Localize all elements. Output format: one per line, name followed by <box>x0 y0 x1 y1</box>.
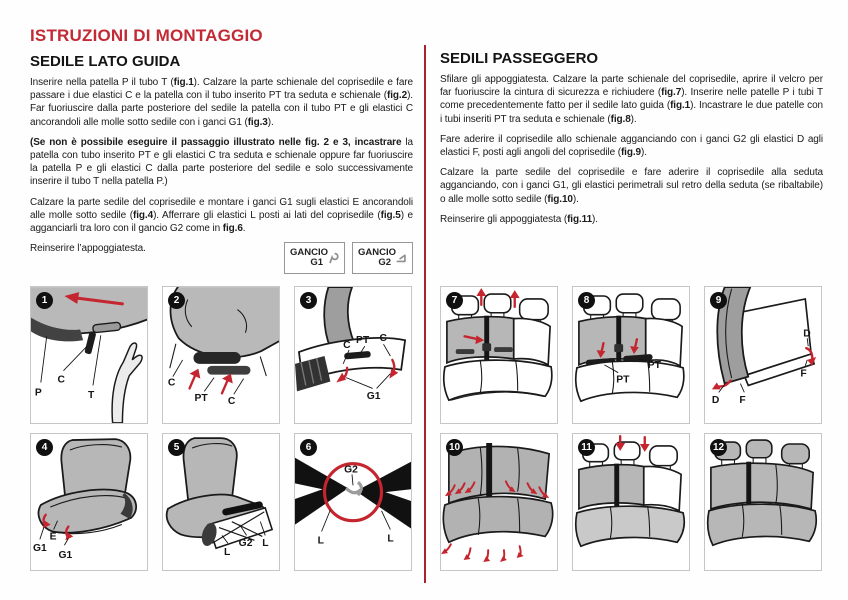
figure-label: G2 <box>238 538 253 550</box>
reinsert-row <box>30 242 413 274</box>
figure-panel-1 <box>30 286 148 424</box>
figure-label: G1 <box>366 391 381 403</box>
figure-panel-11 <box>572 433 690 571</box>
figure-number-badge: 5 <box>168 439 185 456</box>
figures-grid-left <box>30 286 412 571</box>
column-divider <box>424 45 426 583</box>
figure-label: L <box>223 547 231 559</box>
figure-number-badge: 8 <box>578 292 595 309</box>
figure-panel-12 <box>704 433 822 571</box>
figure-number-badge: 12 <box>710 439 727 456</box>
figure-label: P <box>34 387 42 399</box>
figure-label: PT <box>194 393 208 405</box>
figure-panel-2 <box>162 286 280 424</box>
hook-g1-icon <box>328 249 339 267</box>
left-section-heading: SEDILE LATO GUIDA <box>30 53 181 70</box>
figure-panel-3 <box>294 286 412 424</box>
hook-code: G2 <box>378 257 391 269</box>
instruction-paragraph: Sfilare gli appoggiatesta. Calzare la parte schienale del coprisedile, aprire il velcro per far fuoriuscire la cintura di sicurezza e richiudere (fig.7). Inserire nelle patelle P i tubi T come precedentemente fatto per il sedile lato guida (fig.1). Incastrare le due patelle con i tubi inseriti PT tra seduta e schienale (fig.8). <box>440 74 823 125</box>
right-column <box>440 50 823 233</box>
figure-label: PT <box>647 359 661 371</box>
figure-label: T <box>88 390 95 402</box>
page-title: ISTRUZIONI DI MONTAGGIO <box>30 26 263 45</box>
left-column <box>30 26 413 274</box>
figure-panel-5 <box>162 433 280 571</box>
right-section-heading: SEDILI PASSEGGERO <box>440 50 599 67</box>
hook-g2-icon <box>396 250 407 266</box>
figure-label: D <box>711 395 720 407</box>
figure-label: PT <box>616 374 630 386</box>
figures-grid-right <box>440 286 822 571</box>
figure-panel-6 <box>294 433 412 571</box>
figure-label: C <box>379 333 387 345</box>
figure-label: F <box>800 368 807 380</box>
figure-number-badge: 3 <box>300 292 317 309</box>
figure-label: G1 <box>58 550 73 562</box>
figure-panel-9 <box>704 286 822 424</box>
figure-label: G2 <box>344 464 358 476</box>
instruction-paragraph: Reinserire l’appoggiatesta. <box>30 243 146 255</box>
figure-label: L <box>387 533 394 545</box>
hook-legend <box>284 242 413 274</box>
hook-code: G1 <box>310 257 323 269</box>
figure-label: F <box>739 395 746 407</box>
figure-label: G1 <box>32 543 47 555</box>
figure-panel-8 <box>572 286 690 424</box>
instruction-paragraph: Fare aderire il coprisedile allo schienale agganciando con i ganci G2 gli elastici D agli elastici F, posti agli angoli del coprisedile (fig.9). <box>440 133 823 159</box>
figure-label: C <box>227 396 236 408</box>
instruction-paragraph: Calzare la parte sedile del coprisedile e montare i ganci G1 sugli elastici E ancorandoli alle molle sotto sedile (fig.4). Afferrare gli elastici L posti ai lati del coprisedile (fig.5) e agganciarli tra loro con il gancio G2 come in fig.6. <box>30 196 414 235</box>
figure-panel-4 <box>30 433 148 571</box>
instruction-paragraph: (Se non è possibile eseguire il passaggio illustrato nelle fig. 2 e 3, incastrare la patella con tubo inserito PT e gli elastici C tra seduta e schienale oppure far fuoriuscire la patella P e gli elastici C dalla parte posteriore del sedile e solo successivamente inserire il tubo T nella patella P.) <box>30 136 413 188</box>
figure-number-badge: 1 <box>36 292 53 309</box>
figure-number-badge: 2 <box>168 292 185 309</box>
instruction-paragraph: Calzare la parte sedile del coprisedile e fare aderire il coprisedile alla seduta agganciando, con i ganci G1, gli elastici perimetrali sul retro della seduta (se ribaltabile) o alle molle sotto sedile (fig.10). <box>440 167 823 205</box>
figure-label: D <box>803 328 811 340</box>
figure-panel-10 <box>440 433 558 571</box>
figure-number-badge: 4 <box>36 439 53 456</box>
figure-label: PT <box>355 335 370 347</box>
figure-number-badge: 9 <box>710 292 727 309</box>
figure-panel-7 <box>440 286 558 424</box>
figure-label: C <box>343 340 351 352</box>
hook-box-g1 <box>284 242 345 274</box>
figure-number-badge: 11 <box>578 439 595 456</box>
instruction-paragraph: Reinserire gli appoggiatesta (fig.11). <box>440 213 598 225</box>
hook-label: GANCIO <box>358 246 396 258</box>
figure-label: C <box>167 377 176 389</box>
figure-number-badge: 7 <box>446 292 463 309</box>
instruction-paragraph: Inserire nella patella P il tubo T (fig.1). Calzare la parte schienale del coprisedile e fare passare i due elastici C e la patella con il tubo inserito PT tra seduta e schienale (fig.2). Far fuoriuscire dalla parte posteriore del sedile la patella con il tubo PT e gli elastici C ancorandoli alle molle sotto sedile con i ganci G1 (fig.3). <box>30 77 413 128</box>
figure-number-badge: 10 <box>446 439 463 456</box>
figure-label: L <box>262 538 269 550</box>
figure-label: E <box>49 531 57 543</box>
hook-label: GANCIO <box>290 246 328 258</box>
figure-number-badge: 6 <box>300 439 317 456</box>
hook-box-g2 <box>352 242 413 274</box>
figure-label: L <box>317 535 324 547</box>
figure-label: C <box>57 374 65 386</box>
